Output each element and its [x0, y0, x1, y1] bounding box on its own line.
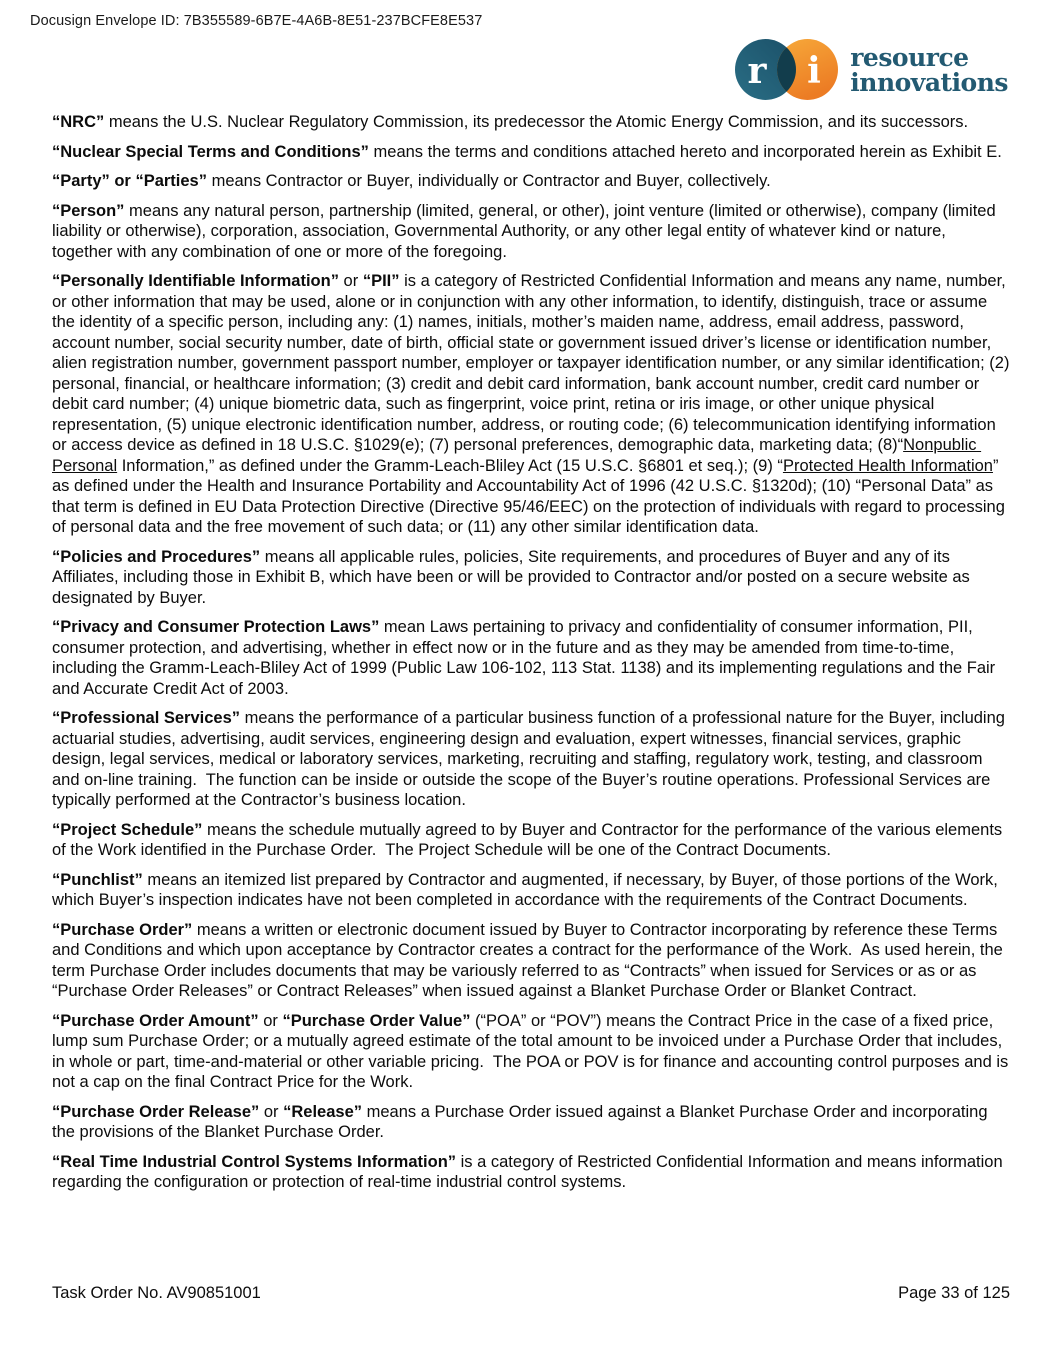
defined-term: “Release”	[283, 1102, 363, 1121]
defined-term: “Purchase Order”	[52, 920, 193, 939]
definition-text: mean Laws pertaining to privacy and confidentiality of consumer information, PII, consumer protection, and advertising, whether in effect now or in the future and as they may be amended from time-to-time, including the Gramm-Leach-Bliley Act of 1999 (Public Law 106-102, 113 Stat. 1138) and its implementing regulations and the Fair and Accurate Credit Act of 2003.	[52, 618, 1000, 698]
definition-text: is a category of Restricted Confidential Information and means information regarding the configuration or protection of real-time industrial control systems.	[52, 1152, 1008, 1191]
defined-term: “Party” or “Parties”	[52, 172, 207, 190]
definition-paragraph	[52, 547, 1010, 609]
definition-text: (“POA” or “POV”) means the Contract Price in the case of a fixed price, lump sum Purchase Order; or a mutually agreed estimate of the total amount to be invoiced under a Purchase Order that includes, in whole or part, time-and-material or other variable pricing. The POA or POV is for finance and accounting control purposes and is not a cap on the final Contract Price for the Work.	[52, 1011, 1013, 1091]
definition-text: is a category of Restricted Confidential Information and means any name, number, or other information that may be used, alone or in conjunction with any other information, to identify, distinguish, trace or assume the identity of a specific person, including any: (1) names, initials, mother’s maiden name, address, email address, password, account number, social security number, date of birth, official state or government issued driver’s license or identification number, alien registration number, government passport number, employer or taxpayer identification number, or any similar identification; (2) personal, financial, or healthcare information; (3) credit and debit card information, bank account number, credit card number or debit card number; (4) unique biometric data, such as fingerprint, voice print, retina or iris image, or other unique physical representation, (5) unique electronic identification number, address, or routing code; (6) telecommunication identifying information or access device as defined in 18 U.S.C. §1029(e); (7) personal preferences, demographic data, marketing data; (8)“	[52, 272, 1015, 454]
definition-paragraph	[52, 617, 1010, 699]
defined-term: “Punchlist”	[52, 870, 143, 889]
defined-term: “Professional Services”	[52, 709, 241, 727]
defined-term: “Purchase Order Amount”	[52, 1011, 259, 1030]
definition-text: ” as defined under the Health and Insurance Portability and Accountability Act of 1996 (42 U.S.C. §1320d); (10) “Personal Data” as that term is defined in EU Data Protection Directive (Directive 95/46/EEC) on the protection of individuals with regard to processing of personal data and the free movement of such data; or (11) any other similar identification data.	[52, 456, 1010, 536]
logo-circles-icon	[734, 38, 839, 101]
definition-paragraph	[52, 920, 1010, 1002]
definition-paragraph	[52, 112, 1010, 133]
definition-paragraph	[52, 820, 1010, 861]
defined-term: “NRC”	[52, 113, 105, 131]
logo-letter-r: r	[747, 50, 767, 92]
definition-paragraph	[52, 1102, 1010, 1143]
definition-paragraph	[52, 142, 1010, 163]
docusign-envelope-id: Docusign Envelope ID: 7B355589-6B7E-4A6B-8E51-237BCFE8E537	[30, 13, 483, 29]
definition-text: means an itemized list prepared by Contractor and augmented, if necessary, by Buyer, of those portions of the Work, which Buyer’s inspection indicates have not been completed in accordance with the requirements of the Contract Documents.	[52, 870, 1003, 909]
definition-paragraph	[52, 870, 1010, 911]
definition-text: or	[259, 1102, 284, 1121]
page-number: Page 33 of 125	[898, 1284, 1010, 1302]
definition-text: or	[258, 1011, 283, 1030]
logo-wordmark-line2: innovations	[850, 67, 1008, 97]
definition-paragraph	[52, 1011, 1013, 1093]
definition-paragraph	[52, 171, 1010, 192]
defined-term: “Real Time Industrial Control Systems Information”	[52, 1152, 457, 1171]
definition-text: means a Purchase Order issued against a Blanket Purchase Order and incorporating the provisions of the Blanket Purchase Order.	[52, 1102, 993, 1141]
defined-term: “Personally Identifiable Information”	[52, 272, 339, 290]
definition-text: means Contractor or Buyer, individually or Contractor and Buyer, collectively.	[206, 172, 771, 190]
definition-text: Information,” as defined under the Gramm-Leach-Bliley Act (15 U.S.C. §6801 et seq.); (9) “	[117, 456, 783, 475]
definition-text: means the performance of a particular business function of a professional nature for the Buyer, including actuarial studies, advertising, audit services, engineering design and evaluation, expert witnesses, financial services, graphic design, legal services, medical or laboratory services, marketing, recruiting and staffing, regulatory work, testing, and classroom and on-line training. The function can be inside or outside the scope of the Buyer’s routine operations. Professional Services are typically performed at the Contractor’s business location.	[52, 709, 1010, 809]
defined-term: “Project Schedule”	[52, 820, 203, 839]
definition-text: means a written or electronic document issued by Buyer to Contractor incorporating by reference these Terms and Conditions and which upon acceptance by Contractor creates a contract for the performance of the Work. As used herein, the term Purchase Order includes documents that may be variously referred to as “Contracts” when issued for Services or as or as “Purchase Order Releases” or Contract Releases” when issued against a Blanket Purchase Order or Blanket Contract.	[52, 920, 1008, 1000]
defined-term: “Purchase Order Release”	[52, 1102, 260, 1121]
definition-paragraph	[52, 201, 1010, 263]
definition-text: means the terms and conditions attached hereto and incorporated herein as Exhibit E.	[368, 142, 1002, 161]
definition-text: or	[338, 272, 363, 290]
defined-term: “Nuclear Special Terms and Conditions”	[52, 142, 369, 161]
defined-term: “Person”	[52, 201, 125, 220]
definition-text: means any natural person, partnership (limited, general, or other), joint venture (limited or otherwise), company (limited liability or otherwise), corporation, association, Governmental Authority, or any other legal entity of whatever kind or nature, together with any combination of one or more of the foregoing.	[52, 201, 1001, 261]
definition-text: means all applicable rules, policies, Site requirements, and procedures of Buyer and any of its Affiliates, including those in Exhibit B, which have been or will be provided to Contractor and/or posted on a secure website as designated by Buyer.	[52, 547, 975, 607]
definition-paragraph	[52, 271, 1015, 538]
resource-innovations-logo	[734, 38, 1008, 101]
defined-term: “Policies and Procedures”	[52, 547, 261, 566]
underlined-term: Nonpublic Personal	[52, 436, 982, 475]
definition-paragraph	[52, 1152, 1010, 1193]
definition-text: means the schedule mutually agreed to by Buyer and Contractor for the performance of the various elements of the Work identified in the Purchase Order. The Project Schedule will be one of the Contract Documents.	[52, 820, 1007, 859]
logo-letter-i: i	[807, 50, 822, 92]
definition-paragraph	[52, 708, 1010, 811]
underlined-term: Protected Health Information	[782, 456, 993, 475]
definitions-list	[52, 112, 1015, 1202]
defined-term: “PII”	[362, 272, 400, 290]
logo-wordmark-line1: resource	[850, 42, 969, 72]
logo-wordmark	[850, 42, 1008, 97]
page-footer	[52, 1283, 1010, 1304]
task-order-number: Task Order No. AV90851001	[52, 1284, 261, 1302]
definition-text: means the U.S. Nuclear Regulatory Commission, its predecessor the Atomic Energy Commission, and its successors.	[104, 113, 969, 131]
defined-term: “Privacy and Consumer Protection Laws”	[52, 618, 380, 636]
defined-term: “Purchase Order Value”	[282, 1011, 471, 1030]
